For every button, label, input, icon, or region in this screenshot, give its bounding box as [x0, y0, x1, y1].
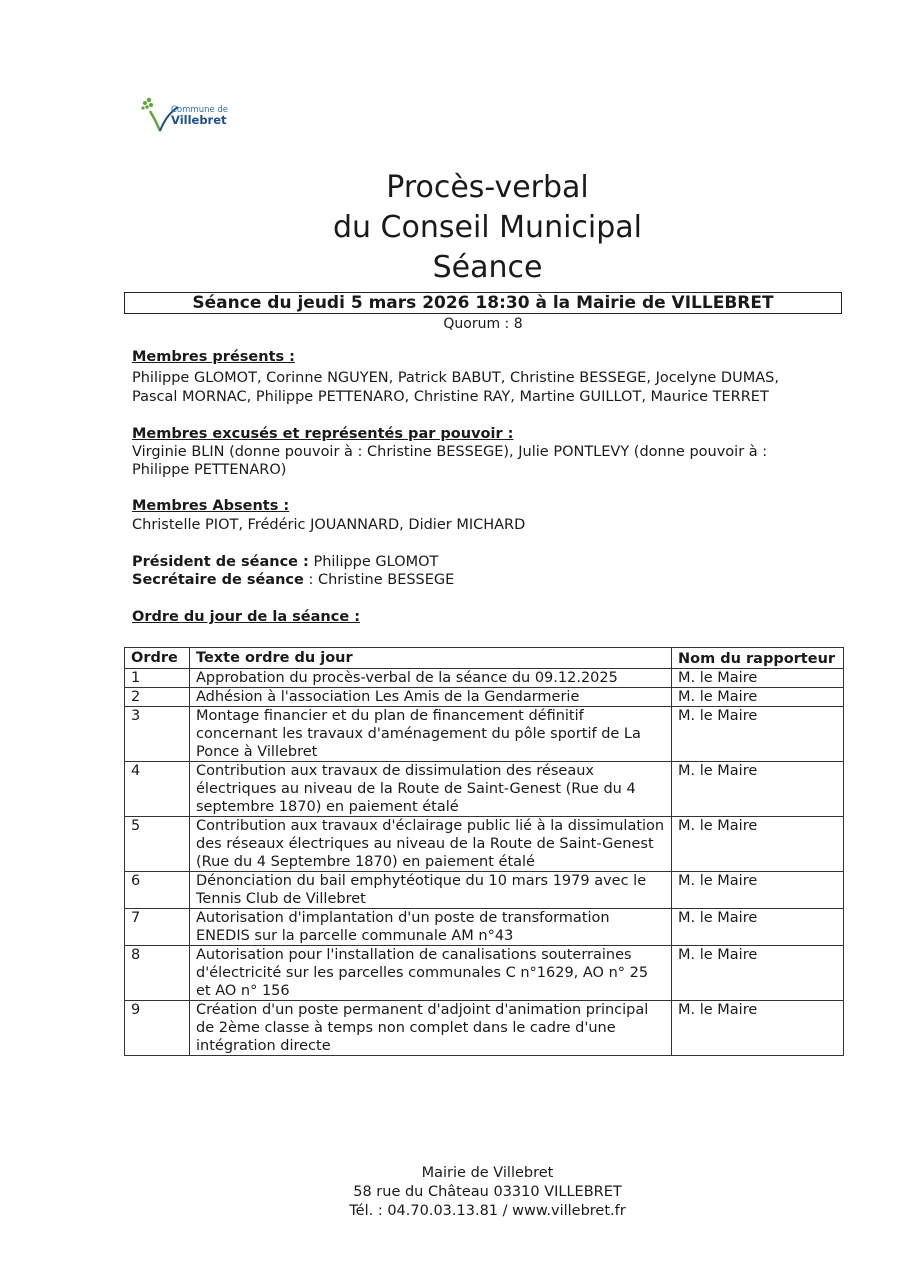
logo-line1: Commune de	[171, 105, 229, 115]
row-order: 6	[125, 872, 190, 909]
row-order: 4	[125, 762, 190, 817]
row-text: Contribution aux travaux de dissimulation des réseaux électriques au niveau de la Route de Saint-Genest (Rue du 4 septembre 1870) en paiement étalé	[190, 762, 672, 817]
members-excused-label: Membres excusés et représentés par pouvoir :	[132, 426, 514, 442]
agenda-row	[125, 707, 844, 762]
members-excused-line2: Philippe PETTENARO)	[132, 462, 287, 478]
row-text: Autorisation d'implantation d'un poste de transformation ENEDIS sur la parcelle communale AM n°43	[190, 909, 672, 946]
secretary-label: Secrétaire de séance	[132, 572, 304, 588]
agenda-row	[125, 1001, 844, 1056]
row-order: 2	[125, 688, 190, 707]
row-text: Dénonciation du bail emphytéotique du 10 mars 1979 avec le Tennis Club de Villebret	[190, 872, 672, 909]
commune-logo	[138, 93, 238, 139]
row-order: 9	[125, 1001, 190, 1056]
agenda-row	[125, 762, 844, 817]
row-reporter: M. le Maire	[672, 909, 844, 946]
footer-line1: Mairie de Villebret	[421, 1165, 554, 1181]
secretary-line	[132, 572, 454, 588]
logo-line2: Villebret	[171, 113, 227, 127]
header-text: Texte ordre du jour	[190, 648, 672, 669]
agenda-row	[125, 872, 844, 909]
quorum: Quorum : 8	[443, 316, 523, 332]
doc-title-line3: Séance	[432, 250, 543, 285]
header-order: Ordre	[125, 648, 190, 669]
row-reporter: M. le Maire	[672, 946, 844, 1001]
president-value: Philippe GLOMOT	[313, 554, 439, 570]
agenda-row	[125, 817, 844, 872]
row-reporter: M. le Maire	[672, 669, 844, 688]
agenda-header-row	[125, 648, 844, 669]
row-text: Création d'un poste permanent d'adjoint d'animation principal de 2ème classe à temps non complet dans le cadre d'une intégration directe	[190, 1001, 672, 1056]
members-excused-line1: Virginie BLIN (donne pouvoir à : Christine BESSEGE), Julie PONTLEVY (donne pouvoir à :	[132, 444, 768, 460]
row-reporter: M. le Maire	[672, 1001, 844, 1056]
row-text: Contribution aux travaux d'éclairage public lié à la dissimulation des réseaux électriques au niveau de la Route de Saint-Genest (Rue du 4 Septembre 1870) en paiement étalé	[190, 817, 672, 872]
members-present-line2: Pascal MORNAC, Philippe PETTENARO, Christine RAY, Martine GUILLOT, Maurice TERRET	[132, 389, 769, 405]
row-reporter: M. le Maire	[672, 688, 844, 707]
agenda-row	[125, 688, 844, 707]
row-order: 8	[125, 946, 190, 1001]
agenda-row	[125, 946, 844, 1001]
president-line	[132, 554, 438, 570]
secretary-value: : Christine BESSEGE	[308, 572, 455, 588]
row-text: Autorisation pour l'installation de canalisations souterraines d'électricité sur les parcelles communales C n°1629, AO n° 25 et AO n° 156	[190, 946, 672, 1001]
row-reporter: M. le Maire	[672, 762, 844, 817]
header-reporter: Nom du rapporteur	[672, 648, 844, 669]
doc-title-line2: du Conseil Municipal	[332, 210, 643, 245]
row-reporter: M. le Maire	[672, 872, 844, 909]
agenda-row	[125, 909, 844, 946]
row-order: 7	[125, 909, 190, 946]
session-heading: Séance du jeudi 5 mars 2026 18:30 à la Mairie de VILLEBRET	[124, 292, 842, 314]
row-order: 5	[125, 817, 190, 872]
row-order: 1	[125, 669, 190, 688]
row-order: 3	[125, 707, 190, 762]
row-reporter: M. le Maire	[672, 707, 844, 762]
president-label: Président de séance :	[132, 554, 309, 570]
row-text: Adhésion à l'association Les Amis de la Gendarmerie	[190, 688, 672, 707]
agenda-label: Ordre du jour de la séance :	[132, 609, 361, 625]
row-text: Approbation du procès-verbal de la séance du 09.12.2025	[190, 669, 672, 688]
row-reporter: M. le Maire	[672, 817, 844, 872]
agenda-table	[124, 647, 844, 1056]
members-present-line1: Philippe GLOMOT, Corinne NGUYEN, Patrick BABUT, Christine BESSEGE, Jocelyne DUMAS,	[132, 370, 779, 386]
members-absent-label: Membres Absents :	[132, 498, 290, 514]
footer-line2: 58 rue du Château 03310 VILLEBRET	[353, 1184, 622, 1200]
agenda-row	[125, 669, 844, 688]
doc-title-line1: Procès-verbal	[386, 170, 589, 205]
members-absent-line1: Christelle PIOT, Frédéric JOUANNARD, Didier MICHARD	[132, 517, 526, 533]
row-text: Montage financier et du plan de financement définitif concernant les travaux d'aménagement du pôle sportif de La Ponce à Villebret	[190, 707, 672, 762]
members-present-label: Membres présents :	[132, 349, 295, 365]
footer-line3: Tél. : 04.70.03.13.81 / www.villebret.fr	[349, 1203, 626, 1219]
